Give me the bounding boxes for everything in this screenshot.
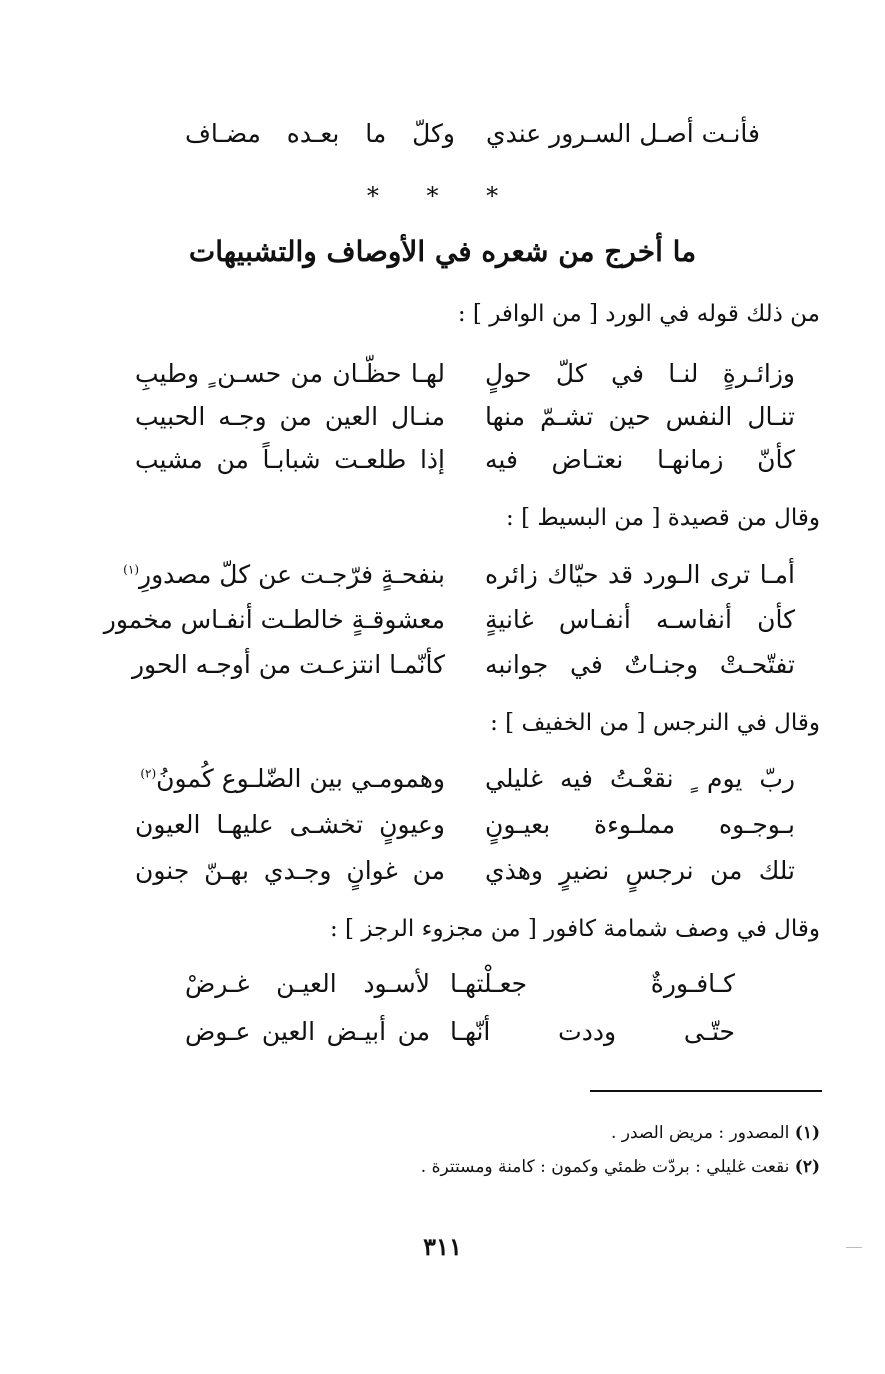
verse-right-hemistich: كـافـورةٌ جعـلْتهـا — [450, 969, 735, 998]
verse-left-hemistich — [140, 757, 445, 801]
verse-line — [0, 553, 885, 597]
verse-right-hemistich: تنـال النفس حين تشـمّ منها — [485, 402, 795, 431]
verse-left-hemistich — [123, 553, 445, 597]
footnote-mark: (٢) — [794, 1157, 820, 1177]
section-separator: * * * — [366, 182, 519, 210]
verse-left-hemistich: كأنّمـا انتزعـت من أوجـه الحور — [131, 650, 445, 679]
group-intro: وقال في النرجس [ من الخفيف ] : — [490, 710, 820, 736]
footnote-reference: (٢) — [140, 766, 157, 781]
footnote-divider — [590, 1090, 822, 1092]
verse-line — [0, 643, 885, 687]
verse-left-hemistich: معشوقـةٍ خالطـت أنفـاس مخمور — [103, 605, 445, 634]
verse-line — [0, 849, 885, 893]
verse-right-hemistich: تلك من نرجسٍ نضيرٍ وهذي — [485, 856, 795, 885]
verse-line — [0, 1010, 885, 1054]
group-intro: وقال في وصف شمامة كافور [ من مجزوء الرجز ] : — [329, 916, 820, 942]
verse-line — [0, 438, 885, 482]
footnote-text: نقعت غليلي : بردّت ظمئي وكمون : كامنة ومستترة . — [420, 1157, 790, 1177]
verse-left-hemistich: وكلّ ما بعـده مضـاف — [185, 119, 455, 148]
section-title: ما أخرج من شعره في الأوصاف والتشبيهات — [188, 235, 697, 268]
verse-left-hemistich: منـال العين من وجـه الحبيب — [135, 402, 445, 431]
verse-right-hemistich: وزائـرةٍ لنـا في كلّ حولٍ — [485, 359, 795, 388]
verse-right-hemistich: أمـا ترى الـورد قد حيّاك زائره — [485, 560, 795, 589]
footnote-mark: (١) — [794, 1123, 820, 1143]
verse-left-text: وهمومـي بين الضّلـوع كُمونُ — [156, 764, 445, 793]
footnote — [611, 1118, 820, 1148]
page-number: ٣١١ — [423, 1232, 462, 1261]
verse-line — [0, 757, 885, 801]
verse-right-hemistich: ربّ يوم ٍ نقعْـتُ فيه غليلي — [485, 764, 795, 793]
verse-right-hemistich: كأنّ زمانهـا نعتـاض فيه — [485, 445, 795, 474]
verse-left-hemistich: من غوانٍ وجـدي بهـنّ جنون — [135, 856, 445, 885]
group-intro: من ذلك قوله في الورد [ من الوافر ] : — [457, 301, 820, 327]
verse-left-text: بنفحـةٍ فرّجـت عن كلّ مصدورِ — [139, 560, 445, 589]
verse-line — [0, 352, 885, 396]
verse-left-hemistich: وعيونٍ تخشـى عليهـا العيون — [135, 810, 445, 839]
scan-mark — [846, 1247, 862, 1248]
verse-left-hemistich: إذا طلعـت شبابـاً من مشيب — [135, 445, 445, 474]
verse-left-hemistich: لهـا حظّـان من حسـن ٍ وطيبِ — [135, 359, 445, 388]
verse-left-hemistich: من أبيـض العين عـوض — [185, 1017, 430, 1046]
footnote-reference: (١) — [123, 562, 139, 577]
footnote-text: المصدور : مريض الصدر . — [610, 1123, 790, 1143]
verse-line — [0, 395, 885, 439]
footnote — [421, 1152, 820, 1182]
verse-right-hemistich: تفتّحـتْ وجنـاتٌ في جوانبه — [485, 650, 795, 679]
verse-line — [0, 962, 885, 1006]
group-intro: وقال من قصيدة [ من البسيط ] : — [506, 505, 820, 531]
verse-right-hemistich: كأن أنفاسـه أنفـاس غانيةٍ — [485, 605, 795, 634]
verse-right-hemistich: فأنـت أصـل السـرور عندي — [486, 119, 760, 148]
verse-right-hemistich: بـوجـوه مملـوءة بعيـونٍ — [485, 810, 795, 839]
verse-left-hemistich: لأسـود العيـن غـرضْ — [185, 969, 430, 998]
verse-line — [0, 803, 885, 847]
verse-line — [0, 112, 885, 156]
verse-right-hemistich: حتّـى وددت أنّهـا — [450, 1017, 735, 1046]
verse-line — [0, 598, 885, 642]
